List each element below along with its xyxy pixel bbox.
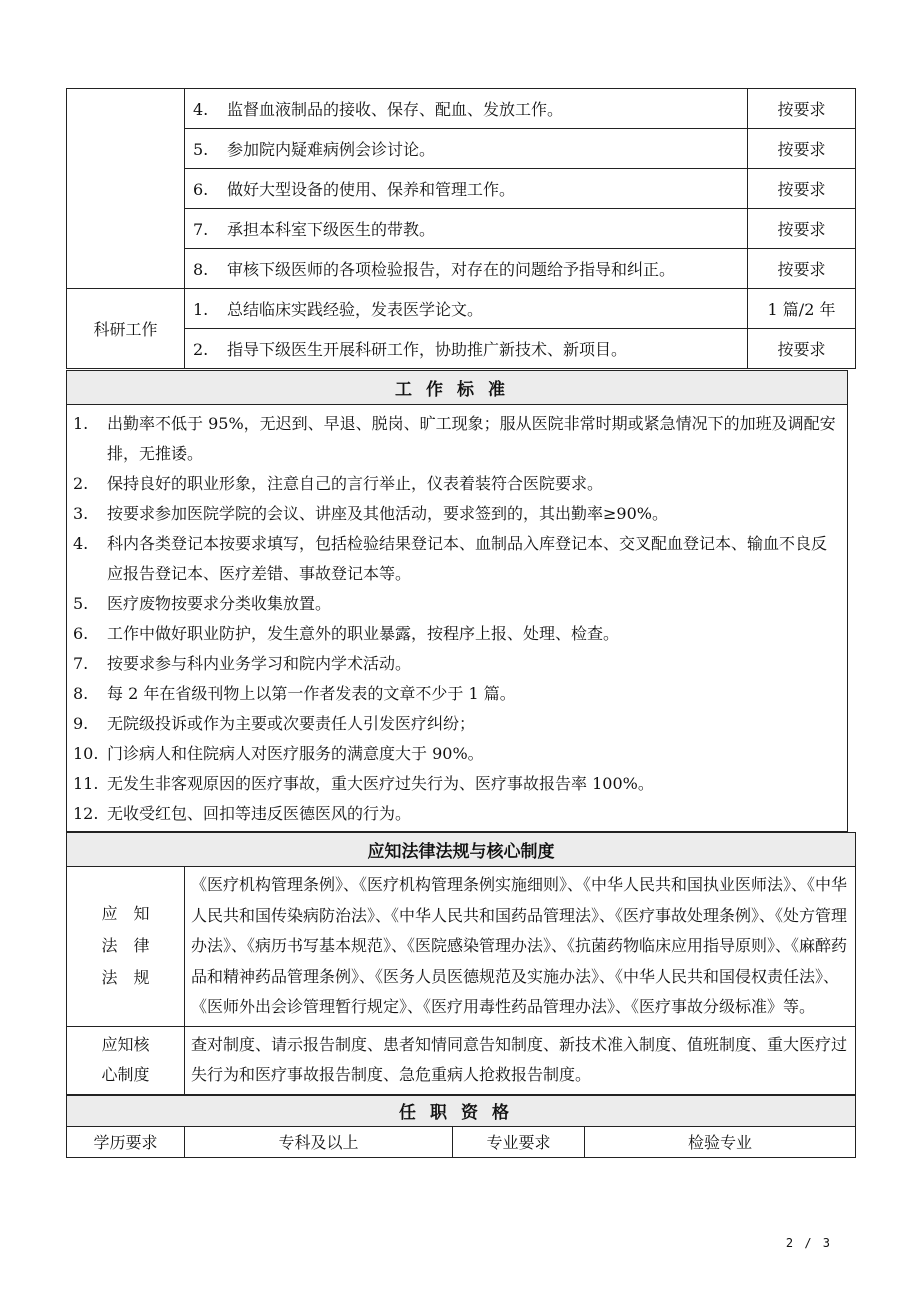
duty-requirement: 按要求	[748, 169, 856, 209]
standard-text: 工作中做好职业防护，发生意外的职业暴露，按程序上报、处理、检查。	[107, 624, 620, 643]
standard-text: 按要求参加医院学院的会议、讲座及其他活动，要求签到的，其出勤率≥90%。	[107, 504, 668, 523]
qualifications-title: 任职资格	[67, 1095, 856, 1126]
standard-item	[73, 469, 841, 499]
research-text-cell: 2. 指导下级医生开展科研工作，协助推广新技术、新项目。	[185, 329, 748, 369]
duty-text: 参加院内疑难病例会诊讨论。	[227, 140, 436, 159]
duty-text-cell: 5. 参加院内疑难病例会诊讨论。	[185, 129, 748, 169]
standard-text: 每 2 年在省级刊物上以第一作者发表的文章不少于 1 篇。	[107, 684, 516, 703]
standards-list	[67, 405, 847, 831]
standard-number: 10.	[73, 744, 99, 763]
qualifications-table	[66, 1095, 856, 1158]
duty-row	[67, 129, 856, 169]
research-text-cell: 1. 总结临床实践经验，发表医学论文。	[185, 289, 748, 329]
duty-text: 承担本科室下级医生的带教。	[227, 220, 436, 239]
duty-requirement: 按要求	[748, 209, 856, 249]
duty-text: 做好大型设备的使用、保养和管理工作。	[227, 180, 516, 199]
duty-text-cell: 6. 做好大型设备的使用、保养和管理工作。	[185, 169, 748, 209]
research-label: 科研工作	[67, 289, 185, 369]
standard-number: 6.	[73, 624, 89, 643]
laws-table	[66, 832, 856, 1095]
standard-number: 2.	[73, 474, 89, 493]
duty-text-cell: 8. 审核下级医师的各项检验报告，对存在的问题给予指导和纠正。	[185, 249, 748, 289]
standard-item	[73, 709, 841, 739]
research-requirement: 按要求	[748, 329, 856, 369]
standard-number: 12.	[73, 804, 99, 823]
duty-text-cell: 4. 监督血液制品的接收、保存、配血、发放工作。	[185, 89, 748, 129]
standard-number: 7.	[73, 654, 89, 673]
standards-title: 工作标准	[67, 371, 848, 405]
core-systems-text: 查对制度、请示报告制度、患者知情同意告知制度、新技术准入制度、值班制度、重大医疗过失行为和医疗事故报告制度、急危重病人抢救报告制度。	[185, 1026, 856, 1094]
standard-text: 无院级投诉或作为主要或次要责任人引发医疗纠纷；	[107, 714, 476, 733]
standard-item	[73, 679, 841, 709]
standard-text: 无发生非客观原因的医疗事故，重大医疗过失行为、医疗事故报告率 100%。	[107, 774, 654, 793]
page-number: 2 / 3	[785, 1236, 832, 1250]
standard-item	[73, 649, 841, 679]
standard-number: 11.	[73, 774, 99, 793]
standard-text: 保持良好的职业形象，注意自己的言行举止，仪表着装符合医院要求。	[107, 474, 604, 493]
standard-item	[73, 769, 841, 799]
standard-number: 4.	[73, 534, 89, 553]
standard-item	[73, 499, 841, 529]
standard-text: 按要求参与科内业务学习和院内学术活动。	[107, 654, 412, 673]
research-row	[67, 329, 856, 369]
duty-requirement: 按要求	[748, 129, 856, 169]
standard-number: 3.	[73, 504, 89, 523]
duty-text: 监督血液制品的接收、保存、配血、发放工作。	[227, 100, 564, 119]
duty-text: 审核下级医师的各项检验报告，对存在的问题给予指导和纠正。	[227, 260, 676, 279]
standard-item	[73, 799, 841, 829]
core-systems-label: 应知核 心制度	[67, 1026, 185, 1094]
standard-item	[73, 589, 841, 619]
research-requirement: 1 篇/2 年	[748, 289, 856, 329]
standard-text: 医疗废物按要求分类收集放置。	[107, 594, 332, 613]
duty-requirement: 按要求	[748, 249, 856, 289]
standard-number: 9.	[73, 714, 89, 733]
education-label: 学历要求	[67, 1126, 185, 1157]
duty-row	[67, 209, 856, 249]
standard-item	[73, 409, 841, 469]
standard-item	[73, 529, 841, 589]
duties-table	[66, 88, 856, 369]
standards-table	[66, 370, 848, 832]
standard-number: 8.	[73, 684, 89, 703]
document-page	[66, 88, 855, 1158]
laws-title: 应知法律法规与核心制度	[67, 833, 856, 867]
standard-text: 科内各类登记本按要求填写，包括检验结果登记本、血制品入库登记本、交叉配血登记本、输血不良反应报告登记本、医疗差错、事故登记本等。	[107, 534, 828, 583]
laws-label: 应 知 法 律 法 规	[67, 867, 185, 1027]
research-row	[67, 289, 856, 329]
duty-text-cell: 7. 承担本科室下级医生的带教。	[185, 209, 748, 249]
major-label: 专业要求	[453, 1126, 585, 1157]
standard-item	[73, 739, 841, 769]
duty-requirement: 按要求	[748, 89, 856, 129]
standard-number: 5.	[73, 594, 89, 613]
standard-text: 无收受红包、回扣等违反医德医风的行为。	[107, 804, 412, 823]
laws-text: 《医疗机构管理条例》、《医疗机构管理条例实施细则》、《中华人民共和国执业医师法》、《中华人民共和国传染病防治法》、《中华人民共和国药品管理法》、《医疗事故处理条例》、《处方管理办法》、《病历书写基本规范》、《医院感染管理办法》、《抗菌药物临床应用指导原则》、《麻醉药品和精神药品管理条例》、《医务人员医德规范及实施办法》、《中华人民共和国侵权责任法》、《医师外出会诊管理暂行规定》、《医疗用毒性药品管理办法》、《医疗事故分级标准》等。	[185, 867, 856, 1027]
standard-text: 出勤率不低于 95%，无迟到、早退、脱岗、旷工现象；服从医院非常时期或紧急情况下的加班及调配安排，无推诿。	[107, 414, 836, 463]
major-value: 检验专业	[585, 1126, 856, 1157]
education-value: 专科及以上	[185, 1126, 453, 1157]
research-text: 总结临床实践经验，发表医学论文。	[227, 300, 484, 319]
duty-category-cell	[67, 89, 185, 289]
standard-number: 1.	[73, 414, 89, 433]
research-text: 指导下级医生开展科研工作，协助推广新技术、新项目。	[227, 340, 628, 359]
duty-row	[67, 89, 856, 129]
standards-list-cell	[67, 405, 848, 832]
standard-item	[73, 619, 841, 649]
duty-row	[67, 249, 856, 289]
duty-row	[67, 169, 856, 209]
standard-text: 门诊病人和住院病人对医疗服务的满意度大于 90%。	[107, 744, 484, 763]
